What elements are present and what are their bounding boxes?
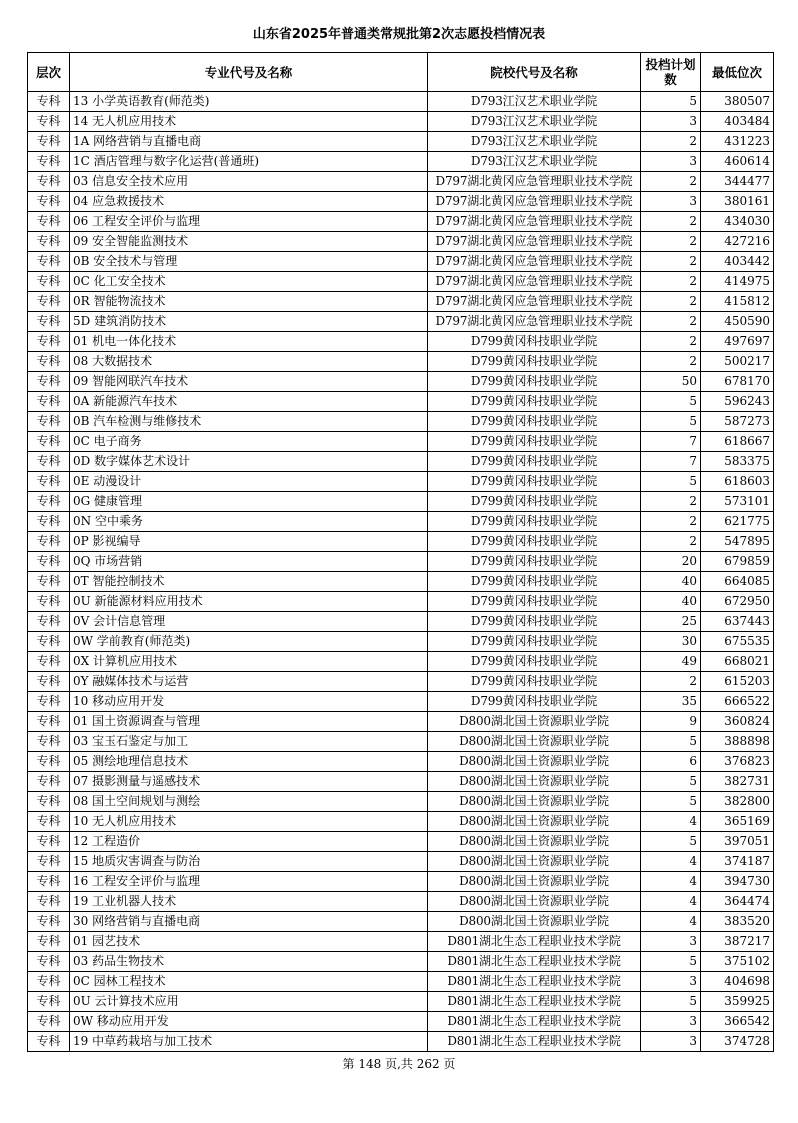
cell-school: D799黄冈科技职业学院	[428, 372, 641, 392]
cell-plan: 25	[641, 612, 701, 632]
cell-major: 1C 酒店管理与数字化运营(普通班)	[70, 152, 428, 172]
cell-plan: 30	[641, 632, 701, 652]
table-row	[28, 752, 774, 772]
cell-major: 0V 会计信息管理	[70, 612, 428, 632]
cell-level: 专科	[28, 612, 70, 632]
cell-level: 专科	[28, 992, 70, 1012]
cell-school: D797湖北黄冈应急管理职业技术学院	[428, 212, 641, 232]
table-row	[28, 352, 774, 372]
cell-school: D797湖北黄冈应急管理职业技术学院	[428, 252, 641, 272]
cell-school: D801湖北生态工程职业技术学院	[428, 972, 641, 992]
cell-level: 专科	[28, 312, 70, 332]
table-row	[28, 932, 774, 952]
cell-plan: 6	[641, 752, 701, 772]
cell-level: 专科	[28, 972, 70, 992]
cell-plan: 5	[641, 772, 701, 792]
cell-rank: 672950	[701, 592, 774, 612]
cell-school: D800湖北国土资源职业学院	[428, 752, 641, 772]
cell-rank: 380507	[701, 92, 774, 112]
table-row	[28, 272, 774, 292]
cell-plan: 5	[641, 792, 701, 812]
cell-level: 专科	[28, 152, 70, 172]
cell-major: 07 摄影测量与遥感技术	[70, 772, 428, 792]
cell-level: 专科	[28, 732, 70, 752]
cell-plan: 4	[641, 812, 701, 832]
cell-level: 专科	[28, 92, 70, 112]
cell-rank: 360824	[701, 712, 774, 732]
cell-rank: 678170	[701, 372, 774, 392]
cell-school: D797湖北黄冈应急管理职业技术学院	[428, 292, 641, 312]
cell-school: D800湖北国土资源职业学院	[428, 792, 641, 812]
cell-rank: 403442	[701, 252, 774, 272]
cell-level: 专科	[28, 852, 70, 872]
cell-rank: 615203	[701, 672, 774, 692]
cell-major: 0B 安全技术与管理	[70, 252, 428, 272]
cell-school: D793江汉艺术职业学院	[428, 112, 641, 132]
cell-level: 专科	[28, 952, 70, 972]
cell-plan: 20	[641, 552, 701, 572]
cell-plan: 4	[641, 852, 701, 872]
cell-school: D800湖北国土资源职业学院	[428, 732, 641, 752]
table-row	[28, 692, 774, 712]
table-row	[28, 652, 774, 672]
header-rank: 最低位次	[701, 53, 774, 92]
cell-school: D799黄冈科技职业学院	[428, 552, 641, 572]
cell-major: 0D 数字媒体艺术设计	[70, 452, 428, 472]
cell-plan: 2	[641, 492, 701, 512]
cell-plan: 40	[641, 572, 701, 592]
cell-level: 专科	[28, 892, 70, 912]
cell-plan: 7	[641, 432, 701, 452]
table-row	[28, 472, 774, 492]
cell-school: D800湖北国土资源职业学院	[428, 852, 641, 872]
cell-school: D800湖北国土资源职业学院	[428, 712, 641, 732]
cell-school: D799黄冈科技职业学院	[428, 412, 641, 432]
table-header-row	[28, 53, 774, 92]
admission-table	[27, 52, 774, 1052]
cell-rank: 414975	[701, 272, 774, 292]
cell-level: 专科	[28, 232, 70, 252]
cell-rank: 675535	[701, 632, 774, 652]
cell-plan: 2	[641, 212, 701, 232]
cell-rank: 403484	[701, 112, 774, 132]
cell-major: 0U 新能源材料应用技术	[70, 592, 428, 612]
table-row	[28, 152, 774, 172]
cell-level: 专科	[28, 112, 70, 132]
cell-plan: 3	[641, 1012, 701, 1032]
cell-major: 10 移动应用开发	[70, 692, 428, 712]
cell-level: 专科	[28, 252, 70, 272]
cell-level: 专科	[28, 412, 70, 432]
cell-school: D801湖北生态工程职业技术学院	[428, 1032, 641, 1052]
cell-major: 09 安全智能监测技术	[70, 232, 428, 252]
cell-rank: 364474	[701, 892, 774, 912]
table-row	[28, 332, 774, 352]
cell-rank: 387217	[701, 932, 774, 952]
cell-school: D799黄冈科技职业学院	[428, 352, 641, 372]
cell-rank: 359925	[701, 992, 774, 1012]
cell-rank: 383520	[701, 912, 774, 932]
cell-major: 01 园艺技术	[70, 932, 428, 952]
cell-plan: 5	[641, 952, 701, 972]
cell-plan: 9	[641, 712, 701, 732]
cell-school: D799黄冈科技职业学院	[428, 472, 641, 492]
cell-level: 专科	[28, 672, 70, 692]
cell-school: D797湖北黄冈应急管理职业技术学院	[428, 312, 641, 332]
cell-level: 专科	[28, 772, 70, 792]
cell-plan: 3	[641, 972, 701, 992]
cell-plan: 5	[641, 92, 701, 112]
cell-rank: 397051	[701, 832, 774, 852]
table-row	[28, 892, 774, 912]
cell-level: 专科	[28, 1012, 70, 1032]
cell-plan: 2	[641, 352, 701, 372]
cell-rank: 547895	[701, 532, 774, 552]
cell-level: 专科	[28, 572, 70, 592]
cell-rank: 618667	[701, 432, 774, 452]
page-footer: 第 148 页,共 262 页	[342, 1057, 456, 1071]
cell-school: D799黄冈科技职业学院	[428, 332, 641, 352]
cell-school: D797湖北黄冈应急管理职业技术学院	[428, 172, 641, 192]
cell-rank: 587273	[701, 412, 774, 432]
cell-school: D799黄冈科技职业学院	[428, 492, 641, 512]
cell-school: D797湖北黄冈应急管理职业技术学院	[428, 232, 641, 252]
cell-rank: 415812	[701, 292, 774, 312]
table-row	[28, 852, 774, 872]
cell-level: 专科	[28, 472, 70, 492]
cell-school: D800湖北国土资源职业学院	[428, 912, 641, 932]
cell-rank: 679859	[701, 552, 774, 572]
cell-plan: 4	[641, 892, 701, 912]
cell-school: D799黄冈科技职业学院	[428, 452, 641, 472]
cell-level: 专科	[28, 272, 70, 292]
cell-school: D799黄冈科技职业学院	[428, 672, 641, 692]
cell-rank: 500217	[701, 352, 774, 372]
cell-rank: 596243	[701, 392, 774, 412]
cell-plan: 2	[641, 332, 701, 352]
cell-major: 03 信息安全技术应用	[70, 172, 428, 192]
cell-level: 专科	[28, 592, 70, 612]
table-row	[28, 412, 774, 432]
cell-major: 0U 云计算技术应用	[70, 992, 428, 1012]
cell-school: D799黄冈科技职业学院	[428, 652, 641, 672]
cell-plan: 2	[641, 532, 701, 552]
cell-plan: 2	[641, 672, 701, 692]
cell-level: 专科	[28, 832, 70, 852]
cell-rank: 664085	[701, 572, 774, 592]
cell-rank: 666522	[701, 692, 774, 712]
cell-rank: 450590	[701, 312, 774, 332]
cell-major: 0E 动漫设计	[70, 472, 428, 492]
cell-school: D799黄冈科技职业学院	[428, 612, 641, 632]
cell-rank: 621775	[701, 512, 774, 532]
table-row	[28, 972, 774, 992]
cell-plan: 5	[641, 832, 701, 852]
cell-major: 0C 电子商务	[70, 432, 428, 452]
cell-level: 专科	[28, 552, 70, 572]
cell-rank: 366542	[701, 1012, 774, 1032]
cell-school: D799黄冈科技职业学院	[428, 592, 641, 612]
cell-major: 0C 化工安全技术	[70, 272, 428, 292]
table-row	[28, 432, 774, 452]
cell-major: 04 应急救援技术	[70, 192, 428, 212]
table-row	[28, 612, 774, 632]
table-row	[28, 632, 774, 652]
cell-plan: 3	[641, 932, 701, 952]
cell-level: 专科	[28, 172, 70, 192]
cell-rank: 380161	[701, 192, 774, 212]
cell-school: D799黄冈科技职业学院	[428, 632, 641, 652]
cell-school: D793江汉艺术职业学院	[428, 152, 641, 172]
cell-major: 19 中草药栽培与加工技术	[70, 1032, 428, 1052]
cell-rank: 382800	[701, 792, 774, 812]
cell-major: 08 国土空间规划与测绘	[70, 792, 428, 812]
cell-rank: 583375	[701, 452, 774, 472]
cell-plan: 2	[641, 232, 701, 252]
table-row	[28, 832, 774, 852]
cell-rank: 431223	[701, 132, 774, 152]
cell-major: 01 机电一体化技术	[70, 332, 428, 352]
cell-rank: 404698	[701, 972, 774, 992]
cell-plan: 35	[641, 692, 701, 712]
header-major: 专业代号及名称	[70, 53, 428, 92]
cell-major: 16 工程安全评价与监理	[70, 872, 428, 892]
cell-plan: 4	[641, 912, 701, 932]
header-school: 院校代号及名称	[428, 53, 641, 92]
cell-major: 0A 新能源汽车技术	[70, 392, 428, 412]
cell-level: 专科	[28, 532, 70, 552]
table-row	[28, 912, 774, 932]
cell-rank: 374728	[701, 1032, 774, 1052]
cell-major: 15 地质灾害调查与防治	[70, 852, 428, 872]
cell-school: D793江汉艺术职业学院	[428, 92, 641, 112]
cell-school: D799黄冈科技职业学院	[428, 432, 641, 452]
cell-major: 5D 建筑消防技术	[70, 312, 428, 332]
cell-rank: 365169	[701, 812, 774, 832]
header-plan: 投档计划数	[641, 53, 701, 92]
cell-plan: 3	[641, 152, 701, 172]
cell-rank: 434030	[701, 212, 774, 232]
cell-plan: 3	[641, 112, 701, 132]
cell-rank: 376823	[701, 752, 774, 772]
cell-major: 09 智能网联汽车技术	[70, 372, 428, 392]
cell-major: 03 药品生物技术	[70, 952, 428, 972]
cell-rank: 344477	[701, 172, 774, 192]
table-row	[28, 92, 774, 112]
table-row	[28, 592, 774, 612]
table-row	[28, 172, 774, 192]
cell-plan: 49	[641, 652, 701, 672]
cell-school: D799黄冈科技职业学院	[428, 392, 641, 412]
cell-school: D800湖北国土资源职业学院	[428, 872, 641, 892]
table-row	[28, 232, 774, 252]
cell-level: 专科	[28, 492, 70, 512]
page-title: 山东省2025年普通类常规批第2次志愿投档情况表	[252, 27, 546, 42]
table-row	[28, 292, 774, 312]
cell-major: 06 工程安全评价与监理	[70, 212, 428, 232]
table-row	[28, 952, 774, 972]
cell-school: D799黄冈科技职业学院	[428, 532, 641, 552]
cell-level: 专科	[28, 392, 70, 412]
cell-plan: 5	[641, 392, 701, 412]
table-row	[28, 392, 774, 412]
cell-level: 专科	[28, 792, 70, 812]
cell-level: 专科	[28, 1032, 70, 1052]
cell-rank: 375102	[701, 952, 774, 972]
table-row	[28, 252, 774, 272]
table-row	[28, 372, 774, 392]
cell-plan: 5	[641, 412, 701, 432]
cell-major: 05 测绘地理信息技术	[70, 752, 428, 772]
cell-plan: 4	[641, 872, 701, 892]
table-row	[28, 532, 774, 552]
cell-level: 专科	[28, 692, 70, 712]
cell-plan: 3	[641, 1032, 701, 1052]
cell-level: 专科	[28, 812, 70, 832]
table-row	[28, 312, 774, 332]
cell-rank: 618603	[701, 472, 774, 492]
cell-major: 0T 智能控制技术	[70, 572, 428, 592]
cell-level: 专科	[28, 332, 70, 352]
table-row	[28, 672, 774, 692]
table-row	[28, 112, 774, 132]
cell-plan: 3	[641, 192, 701, 212]
cell-level: 专科	[28, 932, 70, 952]
cell-plan: 5	[641, 732, 701, 752]
cell-plan: 2	[641, 252, 701, 272]
cell-school: D799黄冈科技职业学院	[428, 572, 641, 592]
cell-plan: 2	[641, 292, 701, 312]
cell-major: 0G 健康管理	[70, 492, 428, 512]
cell-major: 19 工业机器人技术	[70, 892, 428, 912]
cell-level: 专科	[28, 352, 70, 372]
cell-rank: 394730	[701, 872, 774, 892]
cell-school: D800湖北国土资源职业学院	[428, 892, 641, 912]
cell-major: 0B 汽车检测与维修技术	[70, 412, 428, 432]
cell-level: 专科	[28, 452, 70, 472]
cell-school: D800湖北国土资源职业学院	[428, 832, 641, 852]
cell-rank: 637443	[701, 612, 774, 632]
cell-plan: 40	[641, 592, 701, 612]
cell-major: 0R 智能物流技术	[70, 292, 428, 312]
cell-plan: 7	[641, 452, 701, 472]
cell-rank: 374187	[701, 852, 774, 872]
cell-level: 专科	[28, 212, 70, 232]
cell-rank: 668021	[701, 652, 774, 672]
cell-level: 专科	[28, 712, 70, 732]
table-row	[28, 1032, 774, 1052]
cell-level: 专科	[28, 752, 70, 772]
cell-major: 0P 影视编导	[70, 532, 428, 552]
cell-school: D801湖北生态工程职业技术学院	[428, 1012, 641, 1032]
cell-level: 专科	[28, 912, 70, 932]
table-row	[28, 492, 774, 512]
cell-rank: 460614	[701, 152, 774, 172]
cell-school: D801湖北生态工程职业技术学院	[428, 952, 641, 972]
cell-school: D799黄冈科技职业学院	[428, 692, 641, 712]
cell-school: D801湖北生态工程职业技术学院	[428, 932, 641, 952]
cell-level: 专科	[28, 872, 70, 892]
cell-major: 10 无人机应用技术	[70, 812, 428, 832]
cell-plan: 2	[641, 172, 701, 192]
cell-school: D793江汉艺术职业学院	[428, 132, 641, 152]
cell-rank: 573101	[701, 492, 774, 512]
cell-major: 03 宝玉石鉴定与加工	[70, 732, 428, 752]
cell-school: D801湖北生态工程职业技术学院	[428, 992, 641, 1012]
table-row	[28, 212, 774, 232]
cell-major: 13 小学英语教育(师范类)	[70, 92, 428, 112]
cell-level: 专科	[28, 292, 70, 312]
table-row	[28, 1012, 774, 1032]
cell-plan: 5	[641, 992, 701, 1012]
table-row	[28, 132, 774, 152]
cell-major: 0Q 市场营销	[70, 552, 428, 572]
cell-rank: 497697	[701, 332, 774, 352]
cell-major: 1A 网络营销与直播电商	[70, 132, 428, 152]
cell-major: 0Y 融媒体技术与运营	[70, 672, 428, 692]
cell-major: 0N 空中乘务	[70, 512, 428, 532]
table-row	[28, 192, 774, 212]
table-row	[28, 512, 774, 532]
cell-major: 30 网络营销与直播电商	[70, 912, 428, 932]
table-row	[28, 552, 774, 572]
cell-rank: 427216	[701, 232, 774, 252]
cell-level: 专科	[28, 632, 70, 652]
cell-school: D800湖北国土资源职业学院	[428, 812, 641, 832]
cell-major: 14 无人机应用技术	[70, 112, 428, 132]
cell-plan: 2	[641, 272, 701, 292]
cell-level: 专科	[28, 652, 70, 672]
table-row	[28, 792, 774, 812]
cell-plan: 2	[641, 312, 701, 332]
table-row	[28, 572, 774, 592]
cell-plan: 2	[641, 512, 701, 532]
cell-major: 01 国土资源调查与管理	[70, 712, 428, 732]
header-level: 层次	[28, 53, 70, 92]
table-body	[28, 92, 774, 1052]
cell-level: 专科	[28, 192, 70, 212]
cell-plan: 5	[641, 472, 701, 492]
cell-level: 专科	[28, 512, 70, 532]
cell-rank: 388898	[701, 732, 774, 752]
cell-school: D800湖北国土资源职业学院	[428, 772, 641, 792]
table-row	[28, 452, 774, 472]
cell-plan: 2	[641, 132, 701, 152]
cell-major: 0X 计算机应用技术	[70, 652, 428, 672]
table-row	[28, 732, 774, 752]
cell-plan: 50	[641, 372, 701, 392]
cell-school: D797湖北黄冈应急管理职业技术学院	[428, 272, 641, 292]
cell-rank: 382731	[701, 772, 774, 792]
table-row	[28, 712, 774, 732]
cell-school: D797湖北黄冈应急管理职业技术学院	[428, 192, 641, 212]
cell-major: 0C 园林工程技术	[70, 972, 428, 992]
cell-level: 专科	[28, 372, 70, 392]
cell-level: 专科	[28, 132, 70, 152]
table-row	[28, 812, 774, 832]
cell-major: 12 工程造价	[70, 832, 428, 852]
table-row	[28, 992, 774, 1012]
cell-school: D799黄冈科技职业学院	[428, 512, 641, 532]
cell-major: 0W 学前教育(师范类)	[70, 632, 428, 652]
cell-level: 专科	[28, 432, 70, 452]
cell-major: 08 大数据技术	[70, 352, 428, 372]
table-row	[28, 772, 774, 792]
table-row	[28, 872, 774, 892]
cell-major: 0W 移动应用开发	[70, 1012, 428, 1032]
